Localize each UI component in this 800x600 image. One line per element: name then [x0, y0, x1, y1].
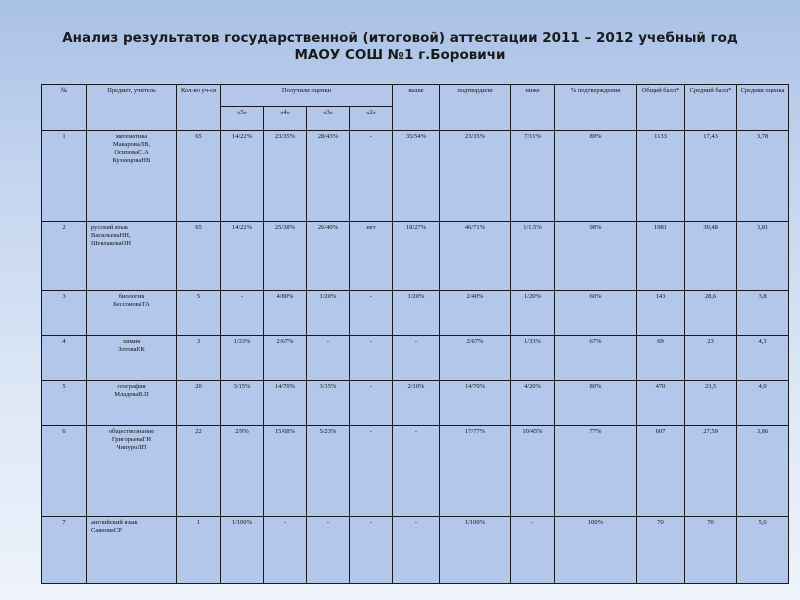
cell-g3: 3/15% — [307, 381, 350, 426]
header-grade-2: «2» — [350, 107, 393, 131]
cell-total: 607 — [637, 426, 685, 517]
header-grade-3: «3» — [307, 107, 350, 131]
subject-line: ШевлаковаОН — [91, 240, 131, 247]
cell-confirmed: 17/77% — [440, 426, 511, 517]
table-row — [42, 336, 789, 381]
cell-avg-grade: 3,8 — [737, 291, 789, 336]
cell-g2: - — [350, 336, 393, 381]
header-row — [42, 85, 789, 107]
header-grade-4: «4» — [264, 107, 307, 131]
cell-above: 18/27% — [393, 222, 440, 291]
cell-below: 1/1.5% — [511, 222, 555, 291]
subject-line: БессоноваТА — [113, 301, 150, 308]
subject-line: география — [117, 383, 146, 390]
cell-pct: 80% — [555, 381, 637, 426]
cell-g3: 1/20% — [307, 291, 350, 336]
cell-count: 3 — [177, 336, 221, 381]
cell-num: 3 — [42, 291, 87, 336]
cell-pct: 98% — [555, 222, 637, 291]
cell-num: 6 — [42, 426, 87, 517]
cell-total: 69 — [637, 336, 685, 381]
cell-count: 1 — [177, 517, 221, 584]
header-below: ниже — [511, 85, 555, 131]
header-grade-5: «5» — [221, 107, 264, 131]
cell-g5: 1/100% — [221, 517, 264, 584]
cell-avg-score: 30,48 — [685, 222, 737, 291]
cell-g5: 1/33% — [221, 336, 264, 381]
cell-subject — [87, 517, 177, 584]
cell-g5: 14/22% — [221, 131, 264, 222]
cell-total: 143 — [637, 291, 685, 336]
cell-below: 1/20% — [511, 291, 555, 336]
cell-g3: 28/43% — [307, 131, 350, 222]
table-row — [42, 291, 789, 336]
cell-g3: - — [307, 517, 350, 584]
cell-pct: 100% — [555, 517, 637, 584]
cell-g5: 2/9% — [221, 426, 264, 517]
cell-confirmed: 46/71% — [440, 222, 511, 291]
cell-g5: - — [221, 291, 264, 336]
cell-subject — [87, 222, 177, 291]
cell-total: 70 — [637, 517, 685, 584]
cell-confirmed: 2/67% — [440, 336, 511, 381]
cell-avg-score: 23 — [685, 336, 737, 381]
cell-below: - — [511, 517, 555, 584]
cell-num: 1 — [42, 131, 87, 222]
cell-confirmed: 2/40% — [440, 291, 511, 336]
cell-avg-score: 23,5 — [685, 381, 737, 426]
cell-subject — [87, 336, 177, 381]
table-row — [42, 381, 789, 426]
subject-line: ЧипуроЛП — [116, 444, 147, 451]
cell-g5: 14/22% — [221, 222, 264, 291]
subject-line: МакароваЛВ, — [112, 141, 151, 148]
cell-pct: 60% — [555, 291, 637, 336]
cell-avg-grade: 4,0 — [737, 381, 789, 426]
subject-line: русский язык — [91, 224, 129, 231]
cell-num: 7 — [42, 517, 87, 584]
cell-g3: - — [307, 336, 350, 381]
cell-avg-grade: 3,81 — [737, 222, 789, 291]
subject-line: ЗотоваЕК — [118, 346, 145, 353]
cell-num: 4 — [42, 336, 87, 381]
table-row — [42, 222, 789, 291]
cell-confirmed: 1/100% — [440, 517, 511, 584]
cell-count: 65 — [177, 131, 221, 222]
subject-line: СаяноваСР — [91, 527, 122, 534]
title-line-1: Анализ результатов государственной (итоговой) аттестации 2011 – 2012 учебный год — [62, 30, 738, 46]
subject-line: английский язык — [91, 519, 138, 526]
cell-avg-score: 27,59 — [685, 426, 737, 517]
header-avg-grade: Средняя оценка — [737, 85, 789, 131]
cell-g2: - — [350, 291, 393, 336]
cell-count: 22 — [177, 426, 221, 517]
cell-below: 1/33% — [511, 336, 555, 381]
header-count: Кол-во уч-ся — [177, 85, 221, 131]
cell-confirmed: 23/35% — [440, 131, 511, 222]
subject-line: биология — [118, 293, 145, 300]
subject-line: ГригорьеваГИ — [111, 436, 152, 443]
cell-above: - — [393, 426, 440, 517]
table-row — [42, 131, 789, 222]
cell-g4: - — [264, 517, 307, 584]
cell-g2: - — [350, 517, 393, 584]
cell-above: 1/20% — [393, 291, 440, 336]
page-title — [0, 30, 800, 64]
subject-line: ОсиповаС.А — [114, 149, 149, 156]
cell-avg-score: 70 — [685, 517, 737, 584]
cell-subject — [87, 426, 177, 517]
header-grades: Получили оценки — [221, 85, 393, 107]
cell-avg-grade: 3,78 — [737, 131, 789, 222]
cell-pct: 89% — [555, 131, 637, 222]
cell-g2: - — [350, 381, 393, 426]
cell-num: 2 — [42, 222, 87, 291]
header-above: выше — [393, 85, 440, 131]
cell-below: 10/45% — [511, 426, 555, 517]
cell-g3: 5/23% — [307, 426, 350, 517]
cell-g4: 2/67% — [264, 336, 307, 381]
cell-g2: - — [350, 131, 393, 222]
cell-total: 470 — [637, 381, 685, 426]
subject-line: математика — [115, 133, 148, 140]
cell-g4: 14/70% — [264, 381, 307, 426]
subject-line: обществознание — [108, 428, 155, 435]
cell-g4: 4/80% — [264, 291, 307, 336]
table-row — [42, 517, 789, 584]
header-pct: % подтверждения — [555, 85, 637, 131]
cell-confirmed: 14/70% — [440, 381, 511, 426]
header-total: Общий балл* — [637, 85, 685, 131]
cell-count: 65 — [177, 222, 221, 291]
cell-above: - — [393, 517, 440, 584]
cell-avg-grade: 3,86 — [737, 426, 789, 517]
cell-subject — [87, 131, 177, 222]
cell-above: 2/10% — [393, 381, 440, 426]
cell-subject — [87, 291, 177, 336]
cell-total: 1133 — [637, 131, 685, 222]
cell-subject — [87, 381, 177, 426]
header-avg-score: Средний балл* — [685, 85, 737, 131]
subject-line: КузнецоваНВ — [112, 157, 151, 164]
cell-count: 20 — [177, 381, 221, 426]
cell-g4: 15/68% — [264, 426, 307, 517]
cell-avg-grade: 4,3 — [737, 336, 789, 381]
header-subject: Предмет, учитель — [87, 85, 177, 131]
table-row — [42, 426, 789, 517]
cell-g2: - — [350, 426, 393, 517]
cell-avg-score: 17,43 — [685, 131, 737, 222]
cell-g5: 3/15% — [221, 381, 264, 426]
cell-g4: 23/35% — [264, 131, 307, 222]
cell-avg-grade: 5,0 — [737, 517, 789, 584]
subject-line: ВасильеваНН, — [91, 232, 131, 239]
cell-below: 7/11% — [511, 131, 555, 222]
cell-avg-score: 28,6 — [685, 291, 737, 336]
cell-g2: нет — [350, 222, 393, 291]
cell-g3: 26/40% — [307, 222, 350, 291]
subject-line: химия — [122, 338, 141, 345]
header-confirmed: подтвердили — [440, 85, 511, 131]
title-line-2: МАОУ СОШ №1 г.Боровичи — [294, 47, 506, 63]
header-num: № — [42, 85, 87, 131]
cell-above: - — [393, 336, 440, 381]
cell-pct: 67% — [555, 336, 637, 381]
cell-pct: 77% — [555, 426, 637, 517]
cell-num: 5 — [42, 381, 87, 426]
results-table — [41, 84, 789, 584]
cell-above: 35/54% — [393, 131, 440, 222]
cell-below: 4/20% — [511, 381, 555, 426]
cell-total: 1981 — [637, 222, 685, 291]
cell-count: 5 — [177, 291, 221, 336]
subject-line: МладеваВ.П — [114, 391, 149, 398]
cell-g4: 25/38% — [264, 222, 307, 291]
